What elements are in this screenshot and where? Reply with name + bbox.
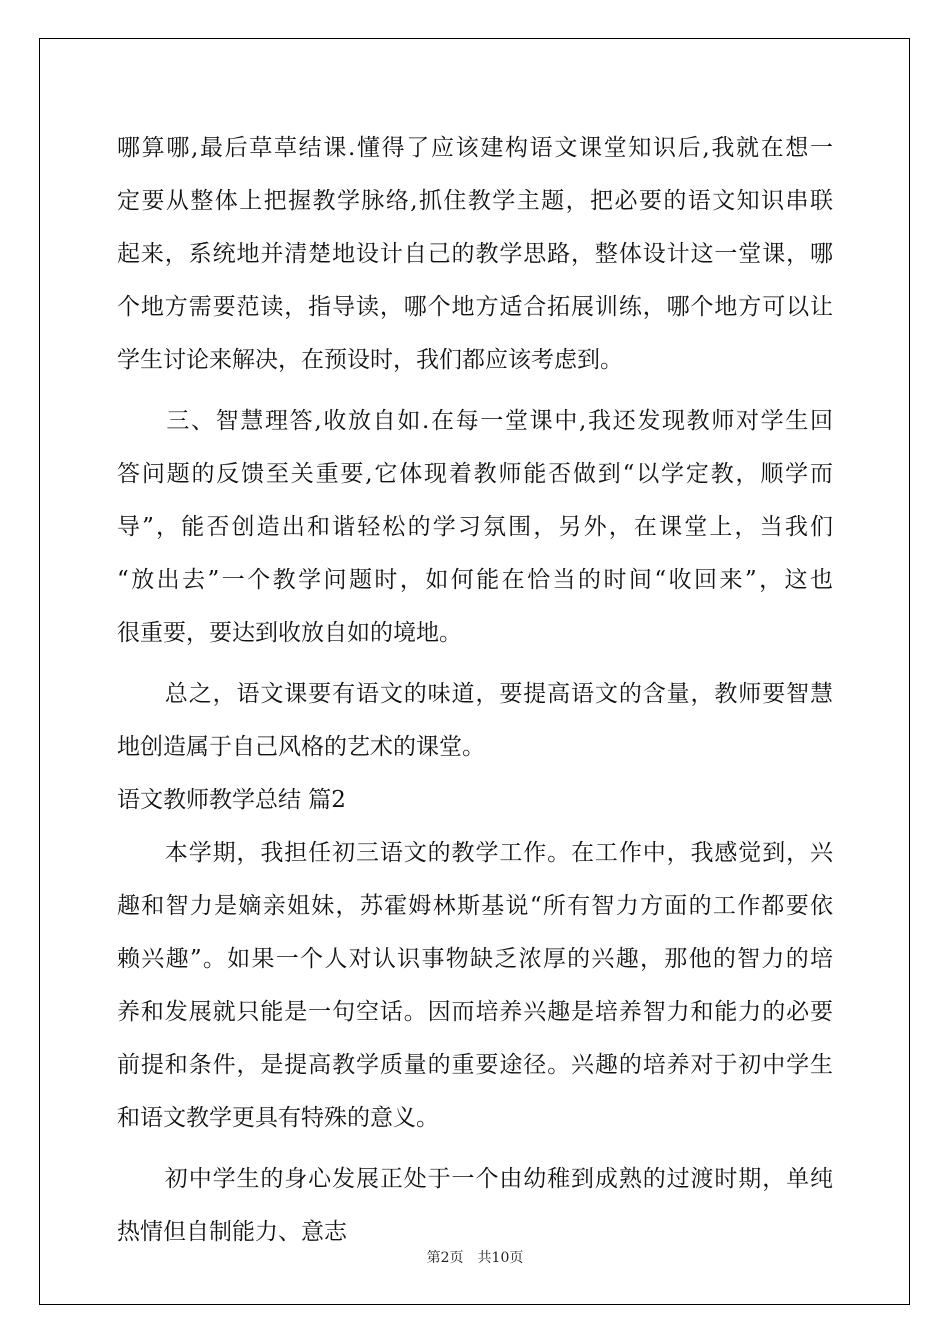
text-line: 定要从整体上把握教学脉络,抓住教学主题，把必要的语文知识串联 bbox=[117, 188, 833, 214]
text-line: 答问题的反馈至关重要,它体现着教师能否做到“以学定教，顺学而 bbox=[117, 461, 833, 487]
text-line: 起来，系统地并清楚地设计自己的教学思路，整体设计这一堂课，哪 bbox=[117, 241, 833, 267]
paragraph bbox=[117, 668, 833, 774]
paragraph bbox=[117, 395, 833, 660]
text-line: 初中学生的身心发展正处于一个由幼稚到成熟的过渡时期，单纯 bbox=[117, 1166, 833, 1192]
text-line: 趣和智力是嫡亲姐妹，苏霍姆林斯基说“所有智力方面的工作都要依 bbox=[117, 893, 833, 919]
text-line: 很重要，要达到收放自如的境地。 bbox=[117, 620, 462, 646]
text-line: 地创造属于自己风格的艺术的课堂。 bbox=[117, 734, 485, 760]
text-line: 养和发展就只能是一句空话。因而培养兴趣是培养智力和能力的必要 bbox=[117, 999, 833, 1025]
text-line: 热情但自制能力、意志 bbox=[117, 1219, 347, 1245]
text-line: 学生讨论来解决，在预设时，我们都应该考虑到。 bbox=[117, 347, 623, 373]
paragraph bbox=[117, 1153, 833, 1259]
text-line: 个地方需要范读，指导读，哪个地方适合拓展训练，哪个地方可以让 bbox=[117, 294, 833, 320]
text-line: 三、智慧理答,收放自如.在每一堂课中,我还发现教师对学生回 bbox=[117, 408, 833, 434]
document-body bbox=[117, 122, 833, 1259]
text-line: 赖兴趣”。如果一个人对认识事物缺乏浓厚的兴趣，那他的智力的培 bbox=[117, 946, 833, 972]
paragraph bbox=[117, 827, 833, 1145]
text-line: “放出去”一个教学问题时，如何能在恰当的时间“收回来”，这也 bbox=[117, 567, 833, 593]
paragraph bbox=[117, 122, 833, 387]
text-line: 前提和条件，是提高教学质量的重要途径。兴趣的培养对于初中学生 bbox=[117, 1052, 833, 1078]
section-heading: 语文教师教学总结 篇2 bbox=[117, 787, 346, 813]
page-number: 第2页 共10页 bbox=[426, 1250, 524, 1266]
text-line: 和语文教学更具有特殊的意义。 bbox=[117, 1105, 439, 1131]
text-line: 总之，语文课要有语文的味道，要提高语文的含量，教师要智慧 bbox=[117, 681, 833, 707]
text-line: 导”，能否创造出和谐轻松的学习氛围，另外，在课堂上，当我们 bbox=[117, 514, 833, 540]
text-line: 哪算哪,最后草草结课.懂得了应该建构语文课堂知识后,我就在想一 bbox=[117, 135, 833, 161]
text-line: 本学期，我担任初三语文的教学工作。在工作中，我感觉到，兴 bbox=[117, 840, 833, 866]
